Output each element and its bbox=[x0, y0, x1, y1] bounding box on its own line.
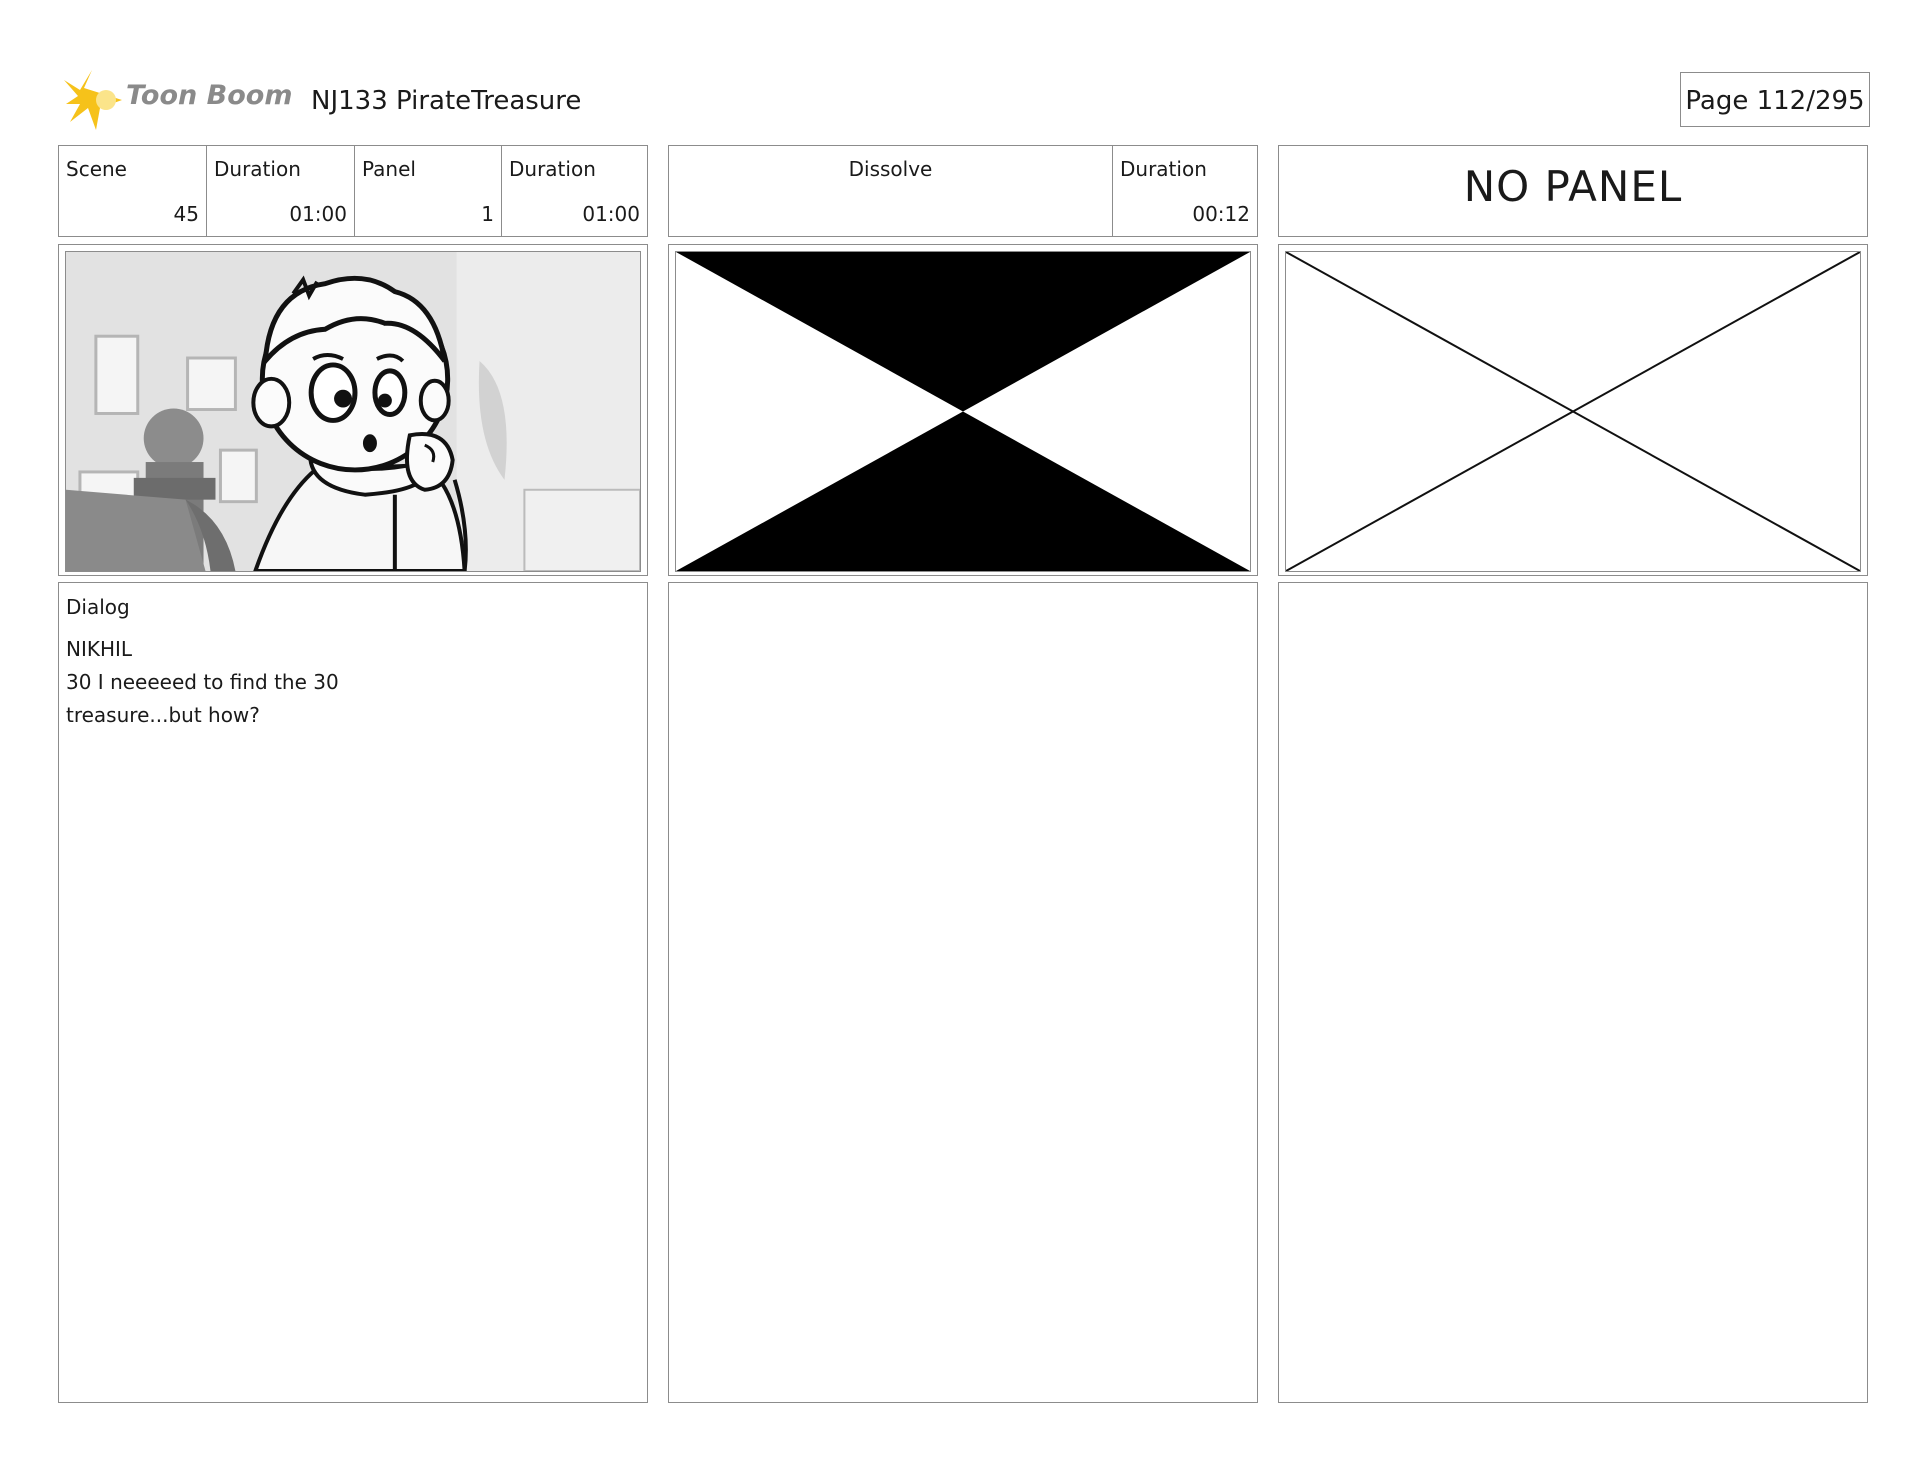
panel3-image-box bbox=[1278, 244, 1868, 576]
empty-cross-icon bbox=[1286, 252, 1860, 571]
panel2-notes-box bbox=[668, 582, 1258, 1403]
transition-duration-cell bbox=[1112, 146, 1257, 236]
transition-cell bbox=[669, 146, 1112, 236]
panel-value: 1 bbox=[481, 202, 494, 226]
panel1-image-box bbox=[58, 244, 648, 576]
scene-label: Scene bbox=[66, 157, 127, 181]
panel1-dialog-box bbox=[58, 582, 648, 1403]
panel3-info-row bbox=[1278, 145, 1868, 237]
dialog-character: NIKHIL bbox=[66, 637, 133, 661]
scene-duration-label: Duration bbox=[214, 157, 301, 181]
dialog-line: treasure...but how? bbox=[66, 703, 260, 727]
panel1-info-row bbox=[58, 145, 648, 237]
scene-value: 45 bbox=[173, 202, 199, 226]
no-panel-label: NO PANEL bbox=[1463, 162, 1683, 211]
panel-duration-value: 01:00 bbox=[582, 202, 640, 226]
transition-label: Dissolve bbox=[848, 157, 933, 181]
dialog-line: 30 I neeeeed to find the 30 bbox=[66, 670, 339, 694]
dialog-label: Dialog bbox=[66, 595, 130, 619]
storyboard-drawing bbox=[65, 251, 641, 572]
dissolve-hourglass-icon bbox=[676, 252, 1250, 571]
scene-cell bbox=[59, 146, 206, 236]
panel-duration-cell bbox=[501, 146, 647, 236]
page-number: Page 112/295 bbox=[1685, 86, 1865, 116]
panel2-image-box bbox=[668, 244, 1258, 576]
project-title: NJ133 PirateTreasure bbox=[311, 86, 582, 116]
panel3-notes-box bbox=[1278, 582, 1868, 1403]
logo-text: Toon Boom bbox=[126, 80, 293, 111]
panel2-info-row bbox=[668, 145, 1258, 237]
panel-cell bbox=[354, 146, 501, 236]
page-indicator bbox=[1680, 72, 1870, 127]
dialog-text bbox=[66, 633, 339, 732]
scene-duration-value: 01:00 bbox=[289, 202, 347, 226]
character-sketch-image bbox=[66, 252, 640, 571]
starburst-logo-icon bbox=[62, 66, 126, 134]
empty-panel-placeholder bbox=[1285, 251, 1861, 572]
scene-duration-cell bbox=[206, 146, 354, 236]
transition-duration-value: 00:12 bbox=[1192, 202, 1250, 226]
panel-label: Panel bbox=[362, 157, 416, 181]
toon-boom-logo bbox=[62, 66, 294, 134]
transition-duration-label: Duration bbox=[1120, 157, 1207, 181]
dissolve-transition-graphic bbox=[675, 251, 1251, 572]
panel-duration-label: Duration bbox=[509, 157, 596, 181]
